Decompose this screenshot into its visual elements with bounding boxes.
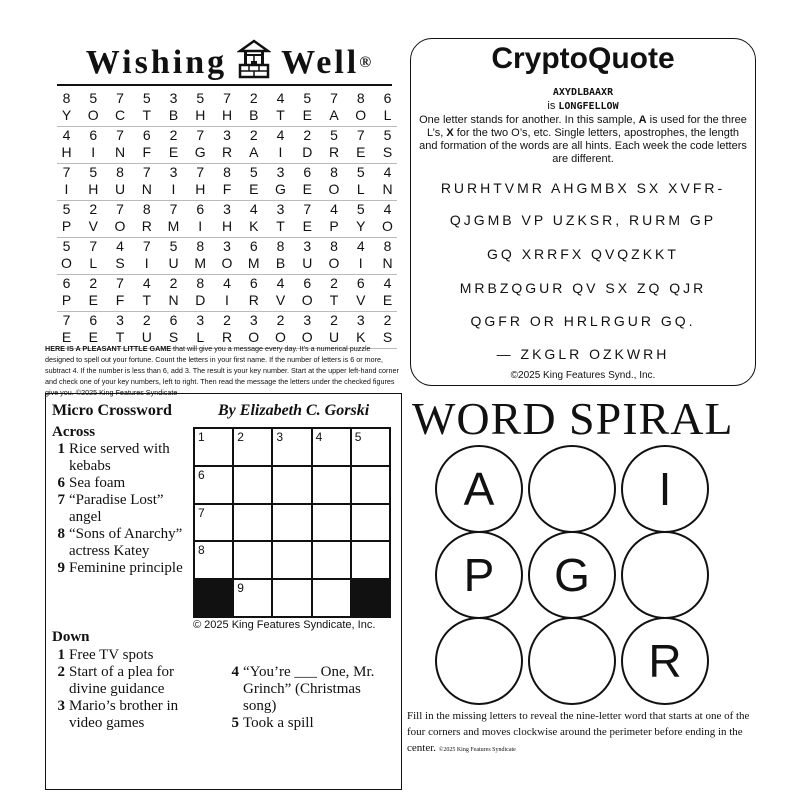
micro-crossword-copyright: © 2025 King Features Syndicate, Inc.	[193, 619, 376, 631]
crossword-cell[interactable]	[272, 504, 311, 542]
key-number[interactable]: 4	[116, 238, 124, 254]
clue-down-2: 2 Start of a plea for divine guidance	[57, 664, 174, 697]
cryptoquote-line: QJGMB VP UZKSR, RURM GP	[449, 212, 717, 228]
message-letter: O	[301, 329, 313, 345]
spiral-circle[interactable]: P	[435, 531, 523, 619]
message-letter: S	[168, 329, 179, 345]
key-number[interactable]: 6	[169, 312, 178, 328]
message-letter: S	[382, 329, 393, 345]
crossword-cell[interactable]	[312, 428, 351, 466]
message-letter: F	[142, 144, 152, 160]
crossword-cell[interactable]	[351, 466, 390, 504]
spiral-circle[interactable]: R	[621, 617, 709, 705]
cryptoquote-instructions	[418, 114, 748, 166]
key-number[interactable]: 2	[330, 312, 338, 328]
crossword-cell[interactable]	[194, 504, 233, 542]
message-letter: I	[278, 144, 283, 160]
message-letter: A	[329, 107, 339, 123]
key-number[interactable]: 3	[356, 312, 365, 328]
cryptoquote-sample-code: AXYDLBAAXR	[552, 87, 614, 98]
micro-crossword-byline: By Elizabeth C. Gorski	[218, 402, 370, 419]
message-letter: U	[328, 329, 340, 345]
key-x: X	[446, 127, 454, 139]
key-number[interactable]: 5	[383, 127, 392, 143]
key-number[interactable]: 5	[89, 90, 98, 106]
message-letter: H	[221, 107, 233, 123]
message-letter: T	[329, 292, 339, 308]
message-letter: H	[61, 144, 72, 160]
key-number[interactable]: 5	[356, 201, 365, 217]
message-letter: M	[247, 255, 260, 271]
key-number[interactable]: 7	[223, 90, 231, 106]
key-number[interactable]: 7	[142, 164, 151, 180]
clue-across-7: 7 “Paradise Lost” angel	[57, 492, 164, 525]
key-number[interactable]: 5	[356, 164, 365, 180]
message-letter: O	[61, 255, 72, 271]
crossword-cell[interactable]	[312, 579, 351, 617]
message-letter: K	[356, 329, 366, 345]
key-number[interactable]: 3	[223, 127, 231, 143]
clue-down-1: 1 Free TV spots	[57, 647, 154, 663]
key-number[interactable]: 6	[383, 90, 392, 106]
number-line	[57, 238, 397, 255]
crossword-cell[interactable]	[351, 504, 390, 542]
key-number[interactable]: 7	[142, 238, 151, 254]
wishing-well-row	[57, 201, 397, 238]
key-number[interactable]: 4	[276, 275, 285, 291]
crossword-cell[interactable]	[194, 541, 233, 579]
spiral-circle[interactable]: G	[528, 531, 616, 619]
wishing-well-row	[57, 90, 397, 127]
key-number[interactable]: 8	[330, 164, 338, 180]
key-number[interactable]: 5	[330, 127, 338, 143]
key-number[interactable]: 6	[142, 127, 151, 143]
key-number[interactable]: 2	[249, 90, 258, 106]
message-letter: N	[382, 181, 393, 197]
black-square	[351, 579, 390, 617]
trademark-symbol: ®	[359, 54, 375, 71]
key-number[interactable]: 3	[116, 312, 124, 328]
wishing-well-row	[57, 275, 397, 312]
crossword-cell[interactable]	[272, 428, 311, 466]
cryptoquote-line: MRBZQGUR QV SX ZQ QJR	[459, 280, 707, 296]
instructions-body: that will give you a message every day. It’s a numerical puzzle designed to spell out your fortune. Count the letters in your first name. If the number of letters is 6 or more, subtract 4. If the number is less than 6, add 3. The result is your key number. Start at the upper left-hand corner and check one of your key numbers, left to right. Then read the message the letters under the checked figures give you.	[45, 344, 399, 397]
message-letter: I	[225, 292, 229, 308]
key-number[interactable]: 8	[62, 90, 71, 106]
micro-crossword-title: Micro Crossword	[52, 402, 172, 419]
key-number[interactable]: 2	[169, 275, 178, 291]
message-letter: N	[141, 181, 152, 197]
sample-word: LONGFELLOW	[558, 101, 619, 112]
message-letter: F	[222, 181, 232, 197]
message-letter: P	[329, 218, 339, 234]
message-letter: O	[301, 292, 313, 308]
clue-across-8: 8 “Sons of Anarchy” actress Katey	[57, 526, 183, 559]
crossword-cell[interactable]	[312, 541, 351, 579]
message-letter: O	[221, 255, 233, 271]
key-a: A	[638, 114, 647, 126]
crossword-cell[interactable]	[194, 428, 233, 466]
cryptoquote-sample-answer	[410, 100, 756, 112]
message-letter: E	[302, 107, 312, 123]
key-number[interactable]: 4	[356, 238, 365, 254]
spiral-circle[interactable]	[528, 617, 616, 705]
message-letter: N	[168, 292, 179, 308]
spiral-circle[interactable]: A	[435, 445, 523, 533]
key-number[interactable]: 7	[196, 127, 205, 143]
sample-is-label: is	[547, 100, 556, 112]
key-number[interactable]: 8	[196, 238, 205, 254]
message-letter: D	[302, 144, 313, 160]
message-letter: O	[275, 329, 286, 345]
key-number[interactable]: 8	[383, 238, 392, 254]
message-letter: V	[275, 292, 286, 308]
key-number[interactable]: 3	[196, 312, 205, 328]
cell-number: 4	[315, 430, 323, 444]
cryptoquote-title: CryptoQuote	[491, 42, 675, 75]
message-letter: B	[249, 107, 259, 123]
number-line	[57, 275, 397, 292]
wishing-well-title	[60, 40, 400, 86]
message-letter: O	[382, 218, 393, 234]
message-letter: N	[114, 144, 126, 160]
key-number[interactable]: 2	[89, 275, 98, 291]
key-number[interactable]: 5	[196, 90, 205, 106]
key-number[interactable]: 4	[249, 201, 258, 217]
message-letter: E	[249, 181, 259, 197]
message-letter: U	[141, 329, 152, 345]
key-number[interactable]: 6	[89, 312, 98, 328]
message-letter: R	[328, 144, 340, 160]
wishing-well-title-right: Well	[281, 44, 360, 81]
cryptoquote-line: GQ XRRFX QVQZKKT	[487, 246, 679, 262]
instr-b: is used for the three L’s,	[426, 114, 747, 139]
spiral-circle[interactable]	[528, 445, 616, 533]
cell-number: 7	[198, 505, 205, 520]
message-letter: H	[195, 181, 206, 197]
message-letter: I	[144, 255, 149, 271]
key-number[interactable]: 7	[116, 90, 124, 106]
letter-line	[57, 107, 397, 124]
clue-down-3: 3 Mario’s brother in video games	[57, 698, 179, 731]
key-number[interactable]: 2	[303, 127, 312, 143]
crossword-cell[interactable]	[233, 579, 272, 617]
key-number[interactable]: 3	[303, 238, 312, 254]
key-number[interactable]: 8	[330, 238, 338, 254]
message-letter: S	[382, 144, 393, 160]
wishing-well-row	[57, 164, 397, 201]
crossword-cell[interactable]	[312, 504, 351, 542]
key-number[interactable]: 7	[89, 238, 98, 254]
message-letter: H	[195, 107, 206, 123]
message-letter: I	[198, 218, 203, 234]
key-number[interactable]: 3	[223, 201, 231, 217]
key-number[interactable]: 6	[356, 275, 365, 291]
message-letter: O	[114, 218, 126, 234]
message-letter: R	[221, 329, 233, 345]
message-letter: L	[196, 329, 205, 345]
message-letter: H	[88, 181, 99, 197]
key-number[interactable]: 5	[62, 238, 71, 254]
wishing-well-divider	[57, 84, 392, 86]
crossword-cell[interactable]	[233, 466, 272, 504]
message-letter: O	[328, 255, 340, 271]
cell-number: 2	[237, 430, 244, 444]
number-line	[57, 201, 397, 218]
message-letter: E	[382, 292, 393, 308]
wishing-well-instructions	[45, 343, 400, 398]
letter-line	[57, 218, 397, 235]
message-letter: L	[383, 107, 392, 123]
message-letter: T	[142, 107, 152, 123]
key-number[interactable]: 2	[330, 275, 338, 291]
message-letter: E	[302, 218, 312, 234]
wishing-well-icon	[237, 39, 271, 88]
key-number[interactable]: 6	[196, 201, 205, 217]
message-letter: R	[221, 144, 233, 160]
crossword-cell[interactable]	[272, 579, 311, 617]
message-letter: R	[141, 218, 152, 234]
cryptoquote-author: — ZKGLR OZKWRH	[496, 346, 670, 362]
message-letter: E	[61, 329, 72, 345]
message-letter: H	[221, 218, 233, 234]
message-letter: E	[88, 292, 98, 308]
cell-number: 9	[237, 581, 244, 596]
key-number[interactable]: 3	[169, 90, 178, 106]
key-number[interactable]: 6	[62, 275, 71, 291]
wishing-well-title-left: Wishing	[85, 44, 228, 81]
key-number[interactable]: 4	[330, 201, 338, 217]
message-letter: O	[87, 107, 99, 123]
message-letter: K	[249, 218, 259, 234]
word-spiral-instructions-text: Fill in the missing letters to reveal the nine-letter word that starts at one of the four corners and moves clockwise around the perimeter before ending in the center.	[407, 710, 750, 754]
key-number[interactable]: 3	[169, 164, 178, 180]
wishing-well-grid	[57, 90, 397, 349]
message-letter: B	[275, 255, 286, 271]
message-letter: S	[115, 255, 125, 271]
message-letter: O	[248, 329, 260, 345]
message-letter: I	[91, 144, 96, 160]
key-number[interactable]: 7	[116, 275, 124, 291]
key-number[interactable]: 2	[223, 312, 231, 328]
key-number[interactable]: 6	[249, 275, 258, 291]
key-number[interactable]: 5	[62, 201, 71, 217]
number-line	[57, 90, 397, 107]
message-letter: I	[171, 181, 176, 197]
word-spiral-circles	[435, 445, 715, 705]
key-number[interactable]: 5	[303, 90, 312, 106]
message-letter: O	[328, 181, 340, 197]
letter-line	[57, 292, 397, 309]
clue-down-4: 4 “You’re ___ One, Mr. Grinch” (Christmas song)	[231, 664, 375, 714]
key-number[interactable]: 2	[169, 127, 178, 143]
key-number[interactable]: 7	[356, 127, 365, 143]
cell-number: 3	[276, 430, 284, 444]
black-square	[194, 579, 233, 617]
message-letter: L	[356, 181, 365, 197]
key-number[interactable]: 4	[383, 201, 392, 217]
message-letter: I	[358, 255, 363, 271]
cryptoquote-line: QGFR OR HRLRGUR GQ.	[470, 313, 696, 329]
key-number[interactable]: 4	[142, 275, 151, 291]
message-letter: E	[88, 329, 98, 345]
key-number[interactable]: 5	[142, 90, 151, 106]
key-number[interactable]: 8	[276, 238, 285, 254]
message-letter: T	[142, 292, 152, 308]
clue-across-6: 6 Sea foam	[57, 475, 126, 491]
key-number[interactable]: 7	[330, 90, 338, 106]
message-letter: I	[64, 181, 69, 197]
number-line	[57, 312, 397, 329]
key-number[interactable]: 6	[303, 164, 312, 180]
key-number[interactable]: 8	[142, 201, 151, 217]
cell-number: 8	[198, 543, 205, 558]
key-number[interactable]: 7	[196, 164, 205, 180]
cryptoquote-line: RURHTVMR AHGMBX SX XVFR-	[440, 180, 726, 196]
key-number[interactable]: 5	[249, 164, 258, 180]
message-letter: P	[61, 218, 72, 234]
key-number[interactable]: 7	[62, 312, 71, 328]
key-number[interactable]: 2	[142, 312, 151, 328]
key-number[interactable]: 3	[249, 312, 258, 328]
letter-line	[57, 181, 397, 198]
message-letter: Y	[356, 218, 366, 234]
crossword-cell[interactable]	[312, 466, 351, 504]
key-number[interactable]: 8	[196, 275, 205, 291]
key-number[interactable]: 3	[276, 164, 285, 180]
crossword-cell[interactable]	[233, 428, 272, 466]
key-number[interactable]: 7	[116, 127, 124, 143]
cell-number: 5	[354, 430, 362, 444]
message-letter: U	[302, 255, 313, 271]
key-number[interactable]: 3	[223, 238, 231, 254]
down-clues-right	[226, 664, 394, 732]
key-number[interactable]: 7	[116, 201, 124, 217]
wishing-well-row	[57, 238, 397, 275]
message-letter: C	[114, 107, 126, 123]
key-number[interactable]: 8	[223, 164, 231, 180]
spiral-circle[interactable]	[435, 617, 523, 705]
key-number[interactable]: 8	[116, 164, 124, 180]
instructions-lead: HERE IS A PLEASANT LITTLE GAME	[45, 344, 172, 353]
clue-down-5: 5 Took a spill	[231, 715, 314, 731]
key-number[interactable]: 5	[169, 238, 178, 254]
key-number[interactable]: 4	[383, 275, 392, 291]
crossword-cell[interactable]	[351, 428, 390, 466]
message-letter: N	[382, 255, 393, 271]
crossword-cell[interactable]	[233, 504, 272, 542]
key-number[interactable]: 4	[223, 275, 231, 291]
message-letter: U	[114, 181, 126, 197]
key-number[interactable]: 4	[276, 127, 285, 143]
crossword-grid	[193, 427, 391, 618]
message-letter: D	[195, 292, 206, 308]
clue-across-9: 9 Feminine principle	[57, 560, 183, 576]
key-number[interactable]: 4	[383, 164, 392, 180]
message-letter: G	[194, 144, 206, 160]
crossword-cell[interactable]	[272, 466, 311, 504]
down-clues-left	[52, 647, 202, 732]
letter-line	[57, 144, 397, 161]
message-letter: V	[356, 292, 366, 308]
key-number[interactable]: 2	[89, 201, 98, 217]
crossword-cell[interactable]	[272, 541, 311, 579]
message-letter: T	[276, 218, 285, 234]
clue-across-1: 1 Rice served with kebabs	[57, 441, 170, 474]
number-line	[57, 164, 397, 181]
key-number[interactable]: 2	[383, 312, 392, 328]
wishing-well-row	[57, 127, 397, 164]
message-letter: R	[248, 292, 259, 308]
message-letter: T	[276, 107, 285, 123]
key-number[interactable]: 6	[89, 127, 98, 143]
key-number[interactable]: 6	[303, 275, 312, 291]
across-clues	[52, 441, 187, 577]
key-number[interactable]: 3	[276, 201, 285, 217]
crossword-cell[interactable]	[194, 466, 233, 504]
cryptoquote-copyright: ©2025 King Features Synd., Inc.	[510, 370, 656, 381]
key-number[interactable]: 5	[89, 164, 98, 180]
message-letter: L	[89, 255, 98, 271]
key-number[interactable]: 7	[303, 201, 312, 217]
cell-number: 1	[198, 430, 205, 444]
spiral-circle[interactable]: I	[621, 445, 709, 533]
down-heading: Down	[52, 629, 90, 645]
message-letter: T	[115, 329, 125, 345]
key-number[interactable]: 2	[276, 312, 285, 328]
message-letter: E	[356, 144, 366, 160]
letter-line	[57, 255, 397, 272]
word-spiral-title: WORD SPIRAL	[412, 393, 734, 444]
message-letter: E	[302, 181, 312, 197]
message-letter: B	[168, 107, 179, 123]
crossword-cell[interactable]	[233, 541, 272, 579]
word-spiral-copyright: ©2025 King Features Syndicate	[438, 747, 516, 753]
instr-c: for the two O’s, etc. Single letters, apostrophes, the length and formation of the words are all hints. Each week the code letters are different.	[419, 127, 747, 165]
message-letter: F	[115, 292, 125, 308]
message-letter: U	[168, 255, 179, 271]
message-letter: A	[249, 144, 259, 160]
cell-number: 6	[198, 467, 205, 482]
crossword-cell[interactable]	[351, 541, 390, 579]
number-line	[57, 127, 397, 144]
message-letter: O	[355, 107, 367, 123]
wishing-well-copyright: ©2025 King Features Syndicate	[75, 388, 178, 397]
key-number[interactable]: 4	[62, 127, 71, 143]
key-number[interactable]: 8	[356, 90, 365, 106]
key-number[interactable]: 7	[62, 164, 71, 180]
key-number[interactable]: 7	[169, 201, 178, 217]
key-number[interactable]: 4	[276, 90, 285, 106]
message-letter: Y	[61, 107, 72, 123]
message-letter: V	[88, 218, 98, 234]
message-letter: G	[275, 181, 286, 197]
message-letter: E	[168, 144, 179, 160]
message-letter: M	[167, 218, 180, 234]
message-letter: M	[194, 255, 207, 271]
word-spiral-instructions	[407, 708, 755, 758]
spiral-circle[interactable]	[621, 531, 709, 619]
instr-a: One letter stands for another. In this sample,	[419, 114, 636, 126]
message-letter: P	[61, 292, 72, 308]
across-heading: Across	[52, 424, 96, 440]
key-number[interactable]: 2	[249, 127, 258, 143]
key-number[interactable]: 6	[249, 238, 258, 254]
key-number[interactable]: 3	[303, 312, 312, 328]
